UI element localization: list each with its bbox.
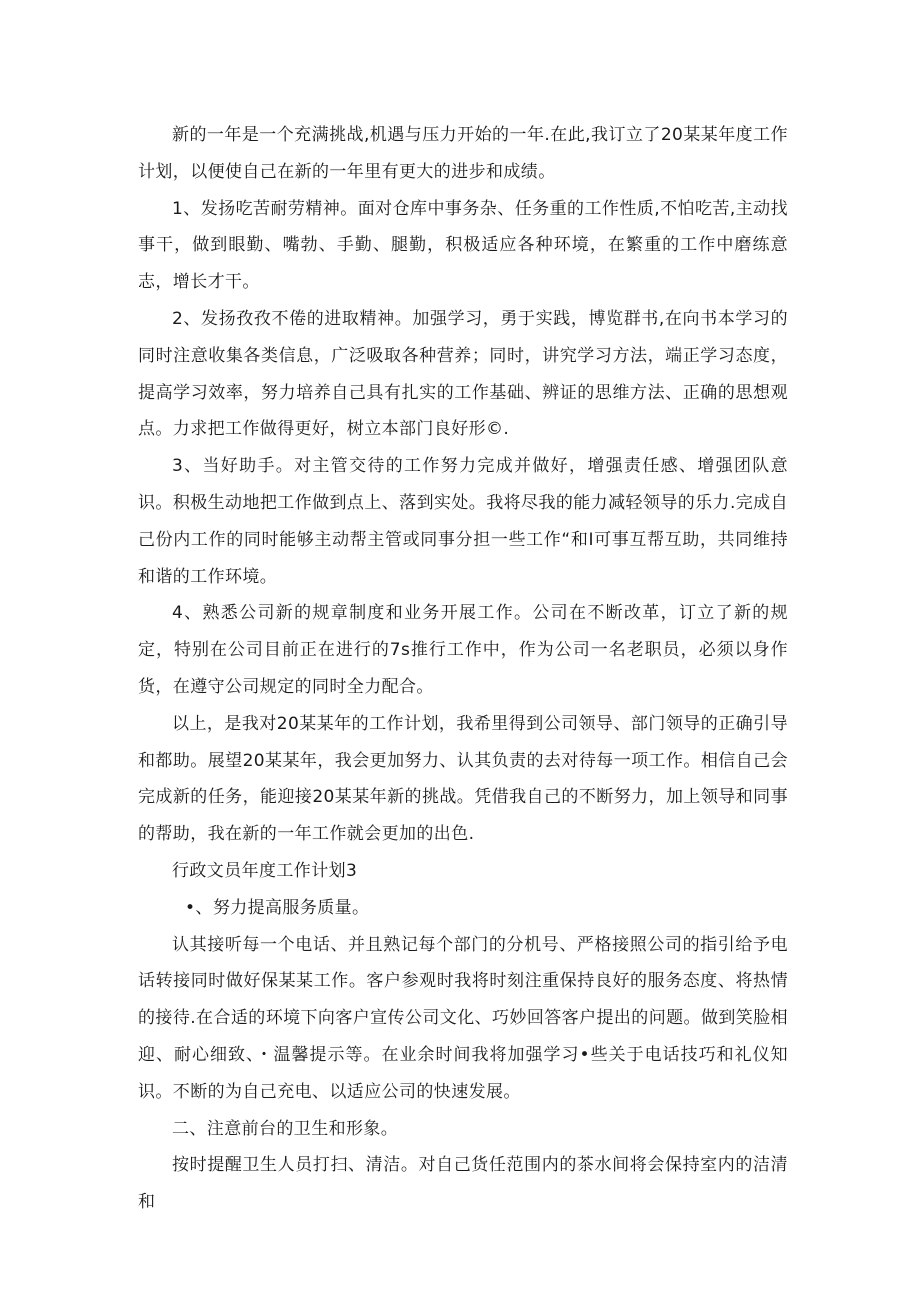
section-title: 行政文员年度工作计划3 — [172, 860, 358, 881]
plan-item-3: 3、当好助手。对主管交待的工作努力完成并做好，增强责任感、增强团队意识。积极生动地把工作做到点上、落到实处。我将尽我的能力减轻领导的乐力.完成自己份内工作的同时能够主动帮主管或同事分担一些工作“和I可事互帮互助，共同维持和谐的工作环境。 — [138, 456, 788, 587]
final-paragraph: 按时提醒卫生人员打扫、清洁。对自己货任范围内的茶水间将会保持室内的洁清和 — [138, 1155, 788, 1213]
plan-item-4: 4、熟悉公司新的规章制度和业务开展工作。公司在不断改革，订立了新的规定，特别在公司目前正在进行的7s推行工作中，作为公司一名老职员，必须以身作货，在遵守公司规定的同时全力配合。 — [138, 603, 788, 697]
heading-two: 二、注意前台的卫生和形象。 — [172, 1118, 399, 1139]
plan-item-2: 2、发扬孜孜不倦的进取精神。加强学习，勇于实践，博览群书,在向书本学习的同时注意收集各类信息，广泛吸取各种营养；同时，讲究学习方法，端正学习态度，提高学习效率，努力培养自己具有扎实的工作基础、辨证的思维方法、正确的思想观点。力求把工作做得更好，树立本部门良好形©. — [138, 308, 788, 440]
intro-paragraph: 新的一年是一个充满挑战,机遇与压力开始的一年.在此,我订立了20某某年度工作计划，以便使自己在新的一年里有更大的进步和成绩。 — [138, 125, 788, 182]
document-body — [138, 117, 788, 1221]
plan-item-1: 1、发扬吃苦耐劳精神。面对仓库中事务杂、任务重的工作性质,不怕吃苦,主动找事干，做到眼勤、嘴勃、手勤、腿勤，积极适应各种环境，在繁重的工作中磨练意志，增长才干。 — [138, 198, 788, 293]
bullet-item: •、努力提高服务质量。 — [185, 897, 370, 918]
service-paragraph: 认其接听每一个电话、并且熟记每个部门的分机号、严格接照公司的指引给予电话转接同时做好保某某工作。客户参观时我将时刻注重保持良好的服务态度、将热情的接待.在合适的环境下向客户宣传公司文化、巧妙回答客户提出的问题。做到笑脸相迎、耐心细致、・温馨提示等。在业余时间我将加强学习•些关于电话技巧和礼仪知识。不断的为自己充电、以适应公司的快速发展。 — [138, 934, 788, 1102]
summary-paragraph: 以上，是我对20某某年的工作计划，我希里得到公司领导、部门领导的正确引导和都助。展望20某某年，我会更加努力、认其负责的去对待每一项工作。相信自己会完成新的任务，能迎接20某某年新的挑战。凭借我自己的不断努力，加上领导和同事的帮助，我在新的一年工作就会更加的出色. — [138, 713, 788, 845]
